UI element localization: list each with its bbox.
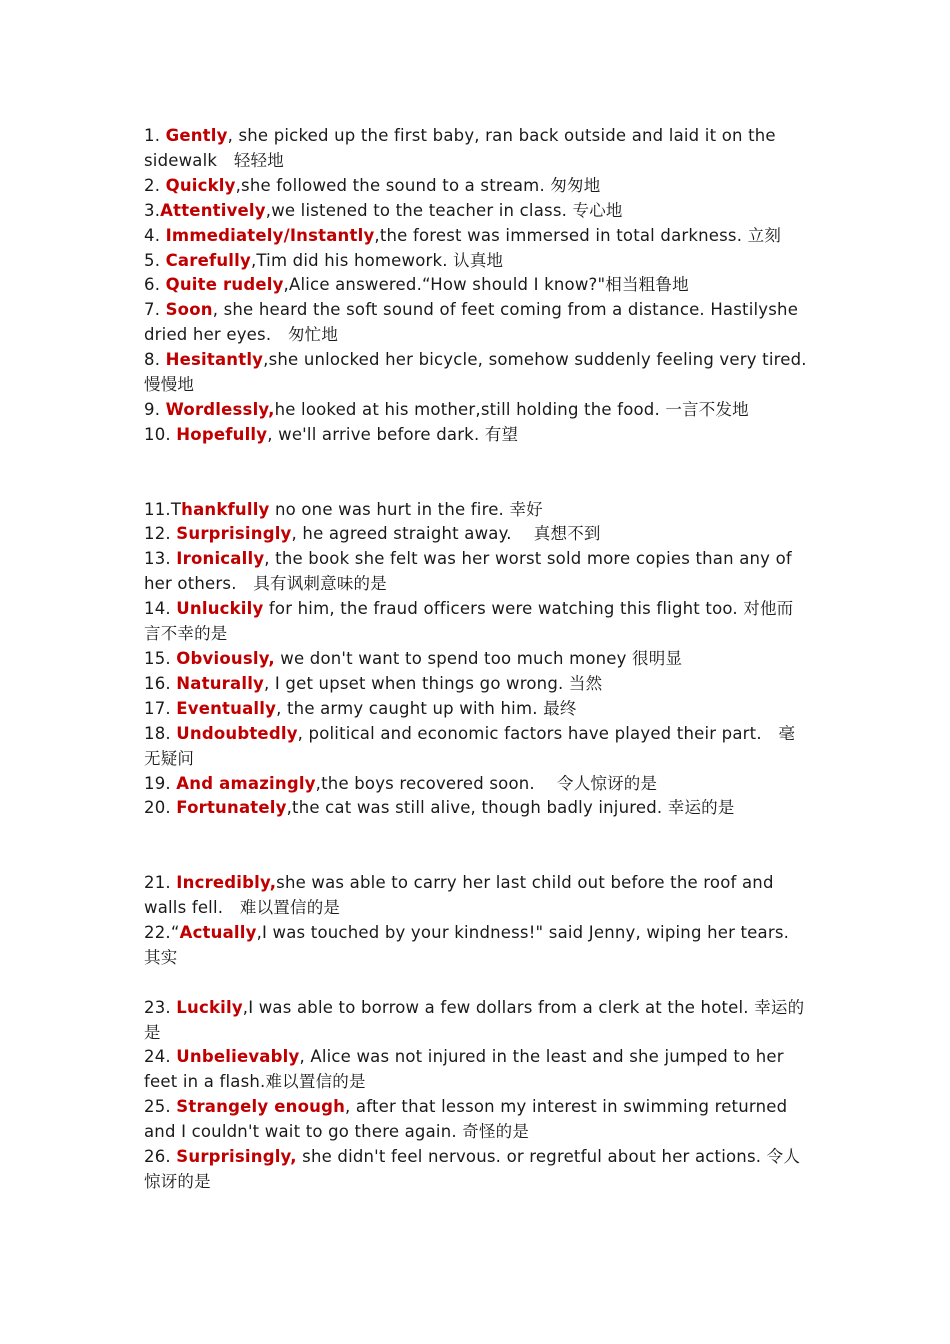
sentence-text: ,I was able to borrow a few dollars from a clerk at the hotel. 幸运的是 — [144, 997, 805, 1042]
sentence-text: ,the boys recovered soon. 令人惊讶的是 — [315, 773, 658, 793]
sentence-text: ,she unlocked her bicycle, somehow suddenly feeling very tired. 慢慢地 — [144, 350, 807, 395]
sentence-keyword: Surprisingly — [176, 524, 292, 544]
sentence-text: , after that lesson my interest in swimming returned and I couldn't wait to go there again. 奇怪的是 — [144, 1097, 788, 1142]
sentence-keyword: Soon — [165, 300, 213, 320]
sentence-keyword: Immediately/Instantly — [165, 225, 375, 245]
sentence-list — [144, 124, 808, 1195]
sentence-text: ,the cat was still alive, though badly injured. 幸运的是 — [286, 798, 735, 818]
sentence-text: ,I was touched by your kindness!" said Jenny, wiping her tears. 其实 — [144, 922, 790, 967]
sentence-item — [144, 871, 808, 921]
sentence-text: , she heard the soft sound of feet coming from a distance. Hastilyshe dried her eyes. 匆忙地 — [144, 300, 799, 345]
sentence-keyword: Eventually — [176, 698, 277, 718]
sentence-keyword: Unluckily — [176, 599, 264, 619]
sentence-number: 23. — [144, 997, 177, 1017]
sentence-number: 9. — [144, 399, 166, 419]
sentence-item — [144, 1045, 808, 1095]
sentence-number: 24. — [144, 1047, 177, 1067]
sentence-text: , Alice was not injured in the least and she jumped to her feet in a flash.难以置信的是 — [144, 1047, 784, 1092]
sentence-text: ,Tim did his homework. 认真地 — [250, 250, 504, 270]
sentence-number: 10. — [144, 424, 177, 444]
sentence-number: 17. — [144, 698, 177, 718]
sentence-keyword: Actually — [179, 922, 257, 942]
sentence-item — [144, 522, 808, 547]
sentence-number: 11.T — [144, 499, 182, 519]
section-spacer — [144, 821, 808, 871]
sentence-item — [144, 348, 808, 398]
sentence-item — [144, 199, 808, 224]
sentence-item — [144, 772, 808, 797]
sentence-item — [144, 921, 808, 971]
sentence-number: 8. — [144, 350, 166, 370]
sentence-number: 20. — [144, 798, 177, 818]
section-spacer — [144, 448, 808, 498]
sentence-text: she didn't feel nervous. or regretful about her actions. 令人惊讶的是 — [144, 1147, 801, 1192]
sentence-keyword: Hopefully — [176, 424, 268, 444]
sentence-item — [144, 996, 808, 1046]
sentence-item — [144, 796, 808, 821]
sentence-keyword: And amazingly — [176, 773, 316, 793]
sentence-keyword: Ironically — [176, 549, 265, 569]
sentence-item — [144, 597, 808, 647]
sentence-number: 2. — [144, 175, 166, 195]
sentence-number: 18. — [144, 723, 177, 743]
sentence-item — [144, 672, 808, 697]
sentence-text: , the army caught up with him. 最终 — [276, 698, 577, 718]
sentence-item — [144, 174, 808, 199]
sentence-text: we don't want to spend too much money 很明显 — [274, 649, 683, 669]
sentence-item — [144, 398, 808, 423]
sentence-text: ,she followed the sound to a stream. 匆匆地 — [235, 175, 601, 195]
sentence-number: 4. — [144, 225, 166, 245]
sentence-text: , he agreed straight away. 真想不到 — [291, 524, 601, 544]
sentence-number: 12. — [144, 524, 177, 544]
sentence-item — [144, 224, 808, 249]
sentence-keyword: Quickly — [165, 175, 236, 195]
sentence-item — [144, 1095, 808, 1145]
sentence-text: ,the forest was immersed in total darkness. 立刻 — [374, 225, 782, 245]
sentence-keyword: Fortunately — [176, 798, 287, 818]
sentence-keyword: Surprisingly, — [176, 1147, 297, 1167]
sentence-keyword: Luckily — [176, 997, 243, 1017]
sentence-keyword: Obviously, — [176, 649, 275, 669]
sentence-number: 6. — [144, 275, 166, 295]
sentence-number: 5. — [144, 250, 166, 270]
sentence-keyword: Strangely enough — [176, 1097, 346, 1117]
sentence-keyword: Gently — [165, 126, 228, 145]
sentence-keyword: Quite rudely — [165, 275, 284, 295]
sentence-item — [144, 273, 808, 298]
sentence-item — [144, 722, 808, 772]
sentence-text: for him, the fraud officers were watching this flight too. 对他而言不幸的是 — [144, 599, 794, 644]
sentence-number: 7. — [144, 300, 166, 320]
sentence-keyword: hankfully — [181, 499, 270, 519]
sentence-item — [144, 423, 808, 448]
sentence-number: 14. — [144, 599, 177, 619]
sentence-text: , political and economic factors have played their part. 毫无疑问 — [144, 723, 796, 768]
sentence-number: 21. — [144, 873, 177, 893]
sentence-number: 13. — [144, 549, 177, 569]
sentence-text: , I get upset when things go wrong. 当然 — [264, 673, 603, 693]
sentence-text: , the book she felt was her worst sold more copies than any of her others. 具有讽刺意味的是 — [144, 549, 792, 594]
sentence-text: he looked at his mother,still holding the food. 一言不发地 — [274, 399, 749, 419]
sentence-item — [144, 697, 808, 722]
sentence-keyword: Attentively — [160, 200, 266, 220]
document-page — [144, 124, 808, 1195]
sentence-item — [144, 249, 808, 274]
sentence-number: 1. — [144, 126, 166, 145]
sentence-number: 15. — [144, 649, 177, 669]
sentence-item — [144, 498, 808, 523]
sentence-item — [144, 647, 808, 672]
sentence-number: 19. — [144, 773, 177, 793]
sentence-text: no one was hurt in the fire. 幸好 — [269, 499, 543, 519]
sentence-keyword: Naturally — [176, 673, 265, 693]
sentence-keyword: Wordlessly, — [165, 399, 275, 419]
sentence-keyword: Carefully — [165, 250, 251, 270]
sentence-text: she was able to carry her last child out before the roof and walls fell. 难以置信的是 — [144, 873, 774, 918]
sentence-text: ,Alice answered.“How should I know?"相当粗鲁地 — [283, 275, 689, 295]
sentence-keyword: Hesitantly — [165, 350, 264, 370]
sentence-text: , she picked up the first baby, ran back outside and laid it on the sidewalk 轻轻地 — [144, 126, 776, 170]
sentence-number: 3. — [144, 200, 161, 220]
sentence-item — [144, 124, 808, 174]
sentence-number: 26. — [144, 1147, 177, 1167]
sentence-item — [144, 547, 808, 597]
sentence-number: 22.“ — [144, 922, 180, 942]
sentence-item — [144, 298, 808, 348]
sentence-number: 16. — [144, 673, 177, 693]
sentence-text: , we'll arrive before dark. 有望 — [267, 424, 519, 444]
sentence-keyword: Unbelievably — [176, 1047, 300, 1067]
sentence-text: ,we listened to the teacher in class. 专心地 — [265, 200, 623, 220]
sentence-keyword: Undoubtedly — [176, 723, 298, 743]
sentence-number: 25. — [144, 1097, 177, 1117]
sentence-keyword: Incredibly, — [176, 873, 277, 893]
sentence-item — [144, 1145, 808, 1195]
section-spacer — [144, 971, 808, 996]
